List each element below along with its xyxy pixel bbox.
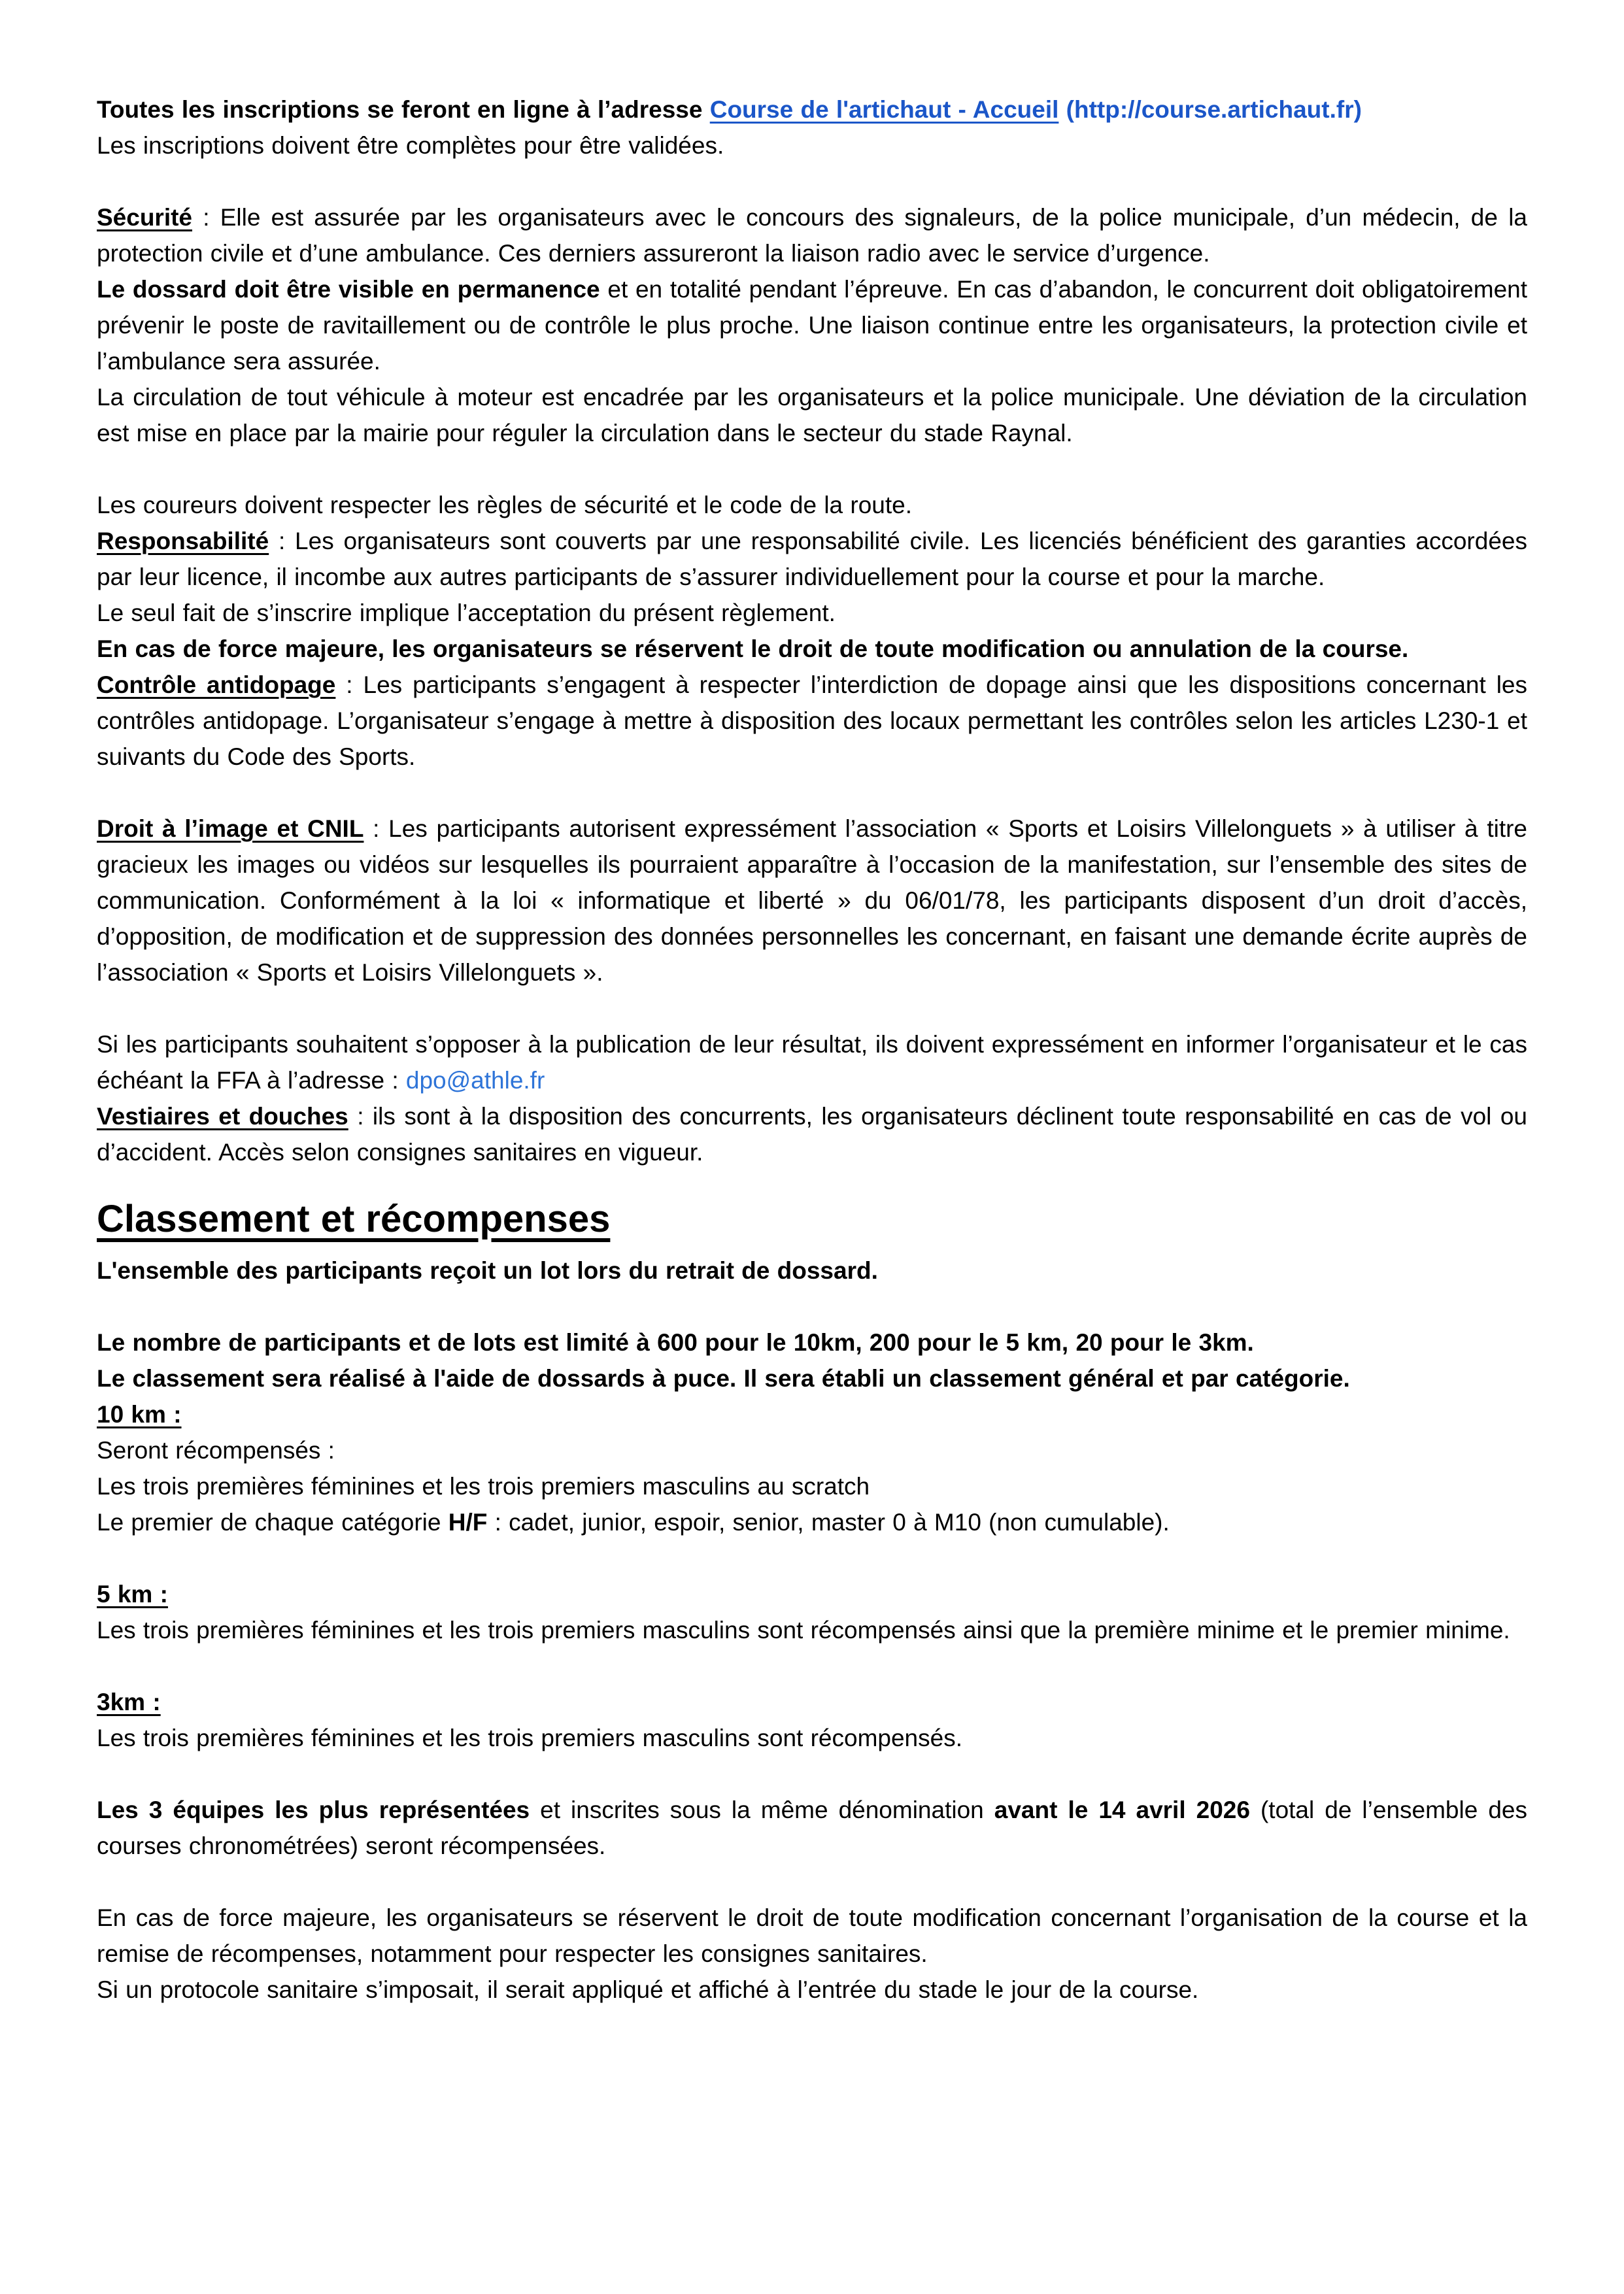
text-run: Les trois premières féminines et les trois premiers masculins sont récompensés. bbox=[97, 1725, 962, 1751]
subsection-3km bbox=[97, 1684, 1527, 1720]
spacer bbox=[97, 990, 1527, 1026]
paragraph-dossard bbox=[97, 271, 1527, 379]
paragraph-force-majeure-organisation bbox=[97, 1900, 1527, 1972]
paragraph-10km-scratch bbox=[97, 1468, 1527, 1504]
section-vestiaires-douches bbox=[97, 1098, 1527, 1170]
text-run: Les inscriptions doivent être complètes pour être validées. bbox=[97, 132, 724, 159]
paragraph-10km-categories bbox=[97, 1504, 1527, 1540]
paragraph-coureurs bbox=[97, 487, 1527, 523]
text-run: 10 km : bbox=[97, 1401, 182, 1428]
text-run: : Les organisateurs sont couverts par une responsabilité civile. Les licenciés bénéficient des garanties accordées par leur licence, il incombe aux autres participants de s’assurer individuellement pour la course et pour la marche. bbox=[97, 528, 1527, 590]
text-run: Si les participants souhaitent s’opposer à la publication de leur résultat, ils doivent expressément en informer l’organisateur et le cas échéant la FFA à l’adresse : bbox=[97, 1031, 1527, 1094]
text-run: Les coureurs doivent respecter les règles de sécurité et le code de la route. bbox=[97, 492, 913, 518]
text-run: La circulation de tout véhicule à moteur est encadrée par les organisateurs et la police municipale. Une déviation de la circulation est mise en place par la mairie pour réguler la circulation dans le secteur du stade Raynal. bbox=[97, 384, 1527, 447]
intro-validation-line bbox=[97, 127, 1527, 163]
section-heading-classement bbox=[97, 1196, 1527, 1242]
paragraph-3km-recompenses bbox=[97, 1720, 1527, 1756]
spacer bbox=[97, 163, 1527, 199]
paragraph-circulation bbox=[97, 379, 1527, 451]
text-run: 3km : bbox=[97, 1689, 161, 1715]
text-run: : Les participants autorisent expressément l’association « Sports et Loisirs Villelonguets » à utiliser à titre gracieux les images ou vidéos sur lesquelles ils pourraient apparaître à l’occasion de la manifestation, sur l’ensemble des sites de communication. Conformément à la loi « informatique et liberté » du 06/01/78, les participants disposent d’un droit d’accès, d’opposition, de modification et de suppression des données personnelles les concernant, en faisant une demande écrite auprès de l’association « Sports et Loisirs Villelonguets ». bbox=[97, 815, 1527, 986]
subsection-10km bbox=[97, 1396, 1527, 1432]
text-run: : cadet, junior, espoir, senior, master 0 à M10 (non cumulable). bbox=[487, 1509, 1170, 1536]
section-responsabilite bbox=[97, 523, 1527, 595]
paragraph-limite-lots bbox=[97, 1324, 1527, 1360]
paragraph-acceptation bbox=[97, 595, 1527, 631]
text-run: : Elle est assurée par les organisateurs avec le concours des signaleurs, de la police municipale, d’un médecin, de la protection civile et d’une ambulance. Ces derniers assureront la liaison radio avec le service d’urgence. bbox=[97, 204, 1527, 267]
section-securite bbox=[97, 199, 1527, 271]
paragraph-5km-recompenses bbox=[97, 1612, 1527, 1648]
paragraph-protocole-sanitaire bbox=[97, 1972, 1527, 2008]
text-run: Vestiaires et douches bbox=[97, 1103, 348, 1130]
text-run: Si un protocole sanitaire s’imposait, il serait appliqué et affiché à l’entrée du stade le jour de la course. bbox=[97, 1976, 1199, 2003]
text-run: En cas de force majeure, les organisateurs se réservent le droit de toute modification ou annulation de la course. bbox=[97, 635, 1409, 662]
text-run: : ils sont à la disposition des concurrents, les organisateurs déclinent toute responsabilité en cas de vol ou d’accident. Accès selon consignes sanitaires en vigueur. bbox=[97, 1103, 1527, 1166]
text-run: Le premier de chaque catégorie bbox=[97, 1509, 448, 1536]
text-run: Contrôle antidopage bbox=[97, 671, 336, 698]
text-run: : Les participants s’engagent à respecter l’interdiction de dopage ainsi que les dispositions concernant les contrôles antidopage. L’organisateur s’engage à mettre à disposition des locaux permettant les contrôles selon les articles L230-1 et suivants du Code des Sports. bbox=[97, 671, 1527, 770]
text-run: et inscrites sous la même dénomination bbox=[530, 1796, 994, 1823]
spacer bbox=[97, 451, 1527, 487]
text-run: Droit à l’image et CNIL bbox=[97, 815, 364, 842]
text-run: Responsabilité bbox=[97, 528, 269, 554]
spacer bbox=[97, 1540, 1527, 1576]
text-run: (total de l’ensemble des courses chronométrées) seront récompensées. bbox=[97, 1796, 1527, 1859]
text-run: Les 3 équipes les plus représentées bbox=[97, 1796, 530, 1823]
paragraph-opposition-resultat-link[interactable]: dpo@athle.fr bbox=[405, 1067, 545, 1094]
text-run: H/F bbox=[448, 1509, 488, 1536]
spacer bbox=[97, 1648, 1527, 1684]
text-run: et en totalité pendant l’épreuve. En cas d’abandon, le concurrent doit obligatoirement prévenir le poste de ravitaillement ou de contrôle le plus proche. Une liaison continue entre les organisateurs, la protection civile et l’ambulance sera assurée. bbox=[97, 276, 1528, 375]
spacer bbox=[97, 1864, 1527, 1900]
intro-registration-line-link[interactable]: Course de l'artichaut - Accueil bbox=[709, 96, 1059, 123]
paragraph-opposition-resultat bbox=[97, 1026, 1527, 1098]
paragraph-equipes bbox=[97, 1792, 1527, 1864]
paragraph-lot-dossard bbox=[97, 1253, 1527, 1289]
text-run: 5 km : bbox=[97, 1581, 168, 1608]
text-run: Les trois premières féminines et les trois premiers masculins sont récompensés ainsi que la première minime et le premier minime. bbox=[97, 1617, 1510, 1644]
text-run: En cas de force majeure, les organisateurs se réservent le droit de toute modification concernant l’organisation de la course et la remise de récompenses, notamment pour respecter les consignes sanitaires. bbox=[97, 1904, 1527, 1967]
intro-registration-line bbox=[97, 92, 1527, 127]
subsection-5km bbox=[97, 1576, 1527, 1612]
spacer bbox=[97, 775, 1527, 811]
paragraph-dossards-puce bbox=[97, 1360, 1527, 1396]
section-droit-image-cnil bbox=[97, 811, 1527, 990]
text-run: Le seul fait de s’inscrire implique l’acceptation du présent règlement. bbox=[97, 599, 836, 626]
text-run: L'ensemble des participants reçoit un lot lors du retrait de dossard. bbox=[97, 1257, 878, 1284]
text-run: avant le 14 avril 2026 bbox=[994, 1796, 1250, 1823]
text-run: Sécurité bbox=[97, 204, 193, 231]
document-body bbox=[97, 92, 1527, 2008]
paragraph-10km-intro bbox=[97, 1432, 1527, 1468]
spacer bbox=[97, 1289, 1527, 1324]
text-run: Le classement sera réalisé à l'aide de dossards à puce. Il sera établi un classement général et par catégorie. bbox=[97, 1365, 1350, 1392]
text-run: Le dossard doit être visible en permanence bbox=[97, 276, 600, 303]
paragraph-force-majeure bbox=[97, 631, 1527, 667]
text-run: Les trois premières féminines et les trois premiers masculins au scratch bbox=[97, 1473, 870, 1500]
text-run: Toutes les inscriptions se feront en ligne à l’adresse bbox=[97, 96, 710, 123]
spacer bbox=[97, 1756, 1527, 1792]
text-run: (http://course.artichaut.fr) bbox=[1066, 96, 1362, 123]
text-run bbox=[1058, 96, 1066, 123]
text-run: Le nombre de participants et de lots est limité à 600 pour le 10km, 200 pour le 5 km, 20 pour le 3km. bbox=[97, 1329, 1254, 1356]
section-controle-antidopage bbox=[97, 667, 1527, 775]
text-run: Seront récompensés : bbox=[97, 1437, 335, 1464]
text-run: Classement et récompenses bbox=[97, 1198, 611, 1240]
